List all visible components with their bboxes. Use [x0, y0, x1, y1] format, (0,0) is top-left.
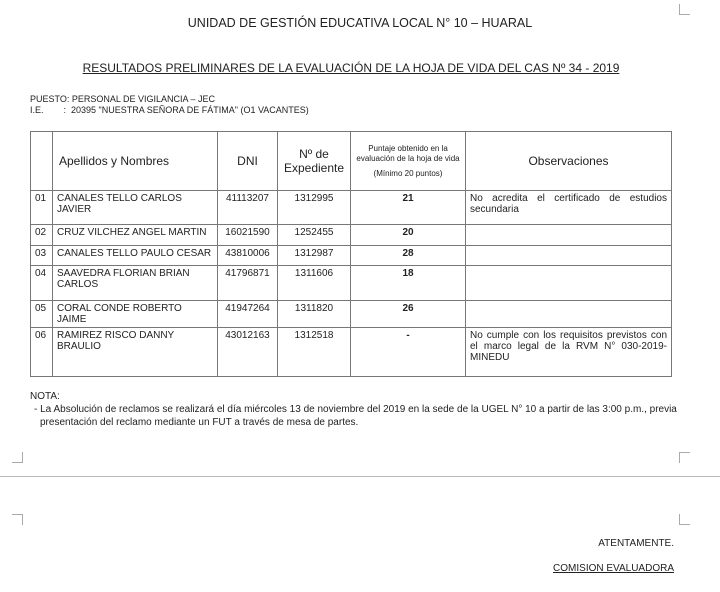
row-score: 26 [351, 301, 466, 328]
row-number: 01 [31, 191, 53, 225]
table-row [31, 225, 672, 246]
row-observation: No cumple con los requisitos previstos con el marco legal de la RVM N° 030-2019-MINEDU [466, 328, 672, 377]
table-row [31, 191, 672, 225]
committee: COMISION EVALUADORA [553, 563, 674, 574]
table-header [31, 132, 672, 191]
row-dni: 41947264 [218, 301, 278, 328]
page-corner-mark [679, 4, 690, 15]
table-row [31, 328, 672, 377]
header-observations: Observaciones [466, 132, 672, 191]
table-row [31, 246, 672, 266]
row-expediente: 1311606 [278, 266, 351, 301]
row-number: 06 [31, 328, 53, 377]
page-corner-mark [679, 452, 690, 463]
row-number: 04 [31, 266, 53, 301]
institution-title: UNIDAD DE GESTIÓN EDUCATIVA LOCAL N° 10 – HUARAL [187, 16, 533, 30]
header-expediente: Nº de Expediente [278, 132, 351, 191]
row-name: CORAL CONDE ROBERTO JAIME [53, 301, 218, 328]
row-score: - [351, 328, 466, 377]
row-observation [466, 225, 672, 246]
row-name: CRUZ VILCHEZ ANGEL MARTIN [53, 225, 218, 246]
row-expediente: 1312518 [278, 328, 351, 377]
row-dni: 41796871 [218, 266, 278, 301]
page-corner-mark [679, 514, 690, 525]
row-dni: 43012163 [218, 328, 278, 377]
row-dni: 16021590 [218, 225, 278, 246]
row-dni: 41113207 [218, 191, 278, 225]
score-label: Puntaje obtenido en la evaluación de la hoja de vida [356, 143, 460, 163]
row-score: 18 [351, 266, 466, 301]
row-score: 28 [351, 246, 466, 266]
puesto: PUESTO: PERSONAL DE VIGILANCIA – JEC [30, 94, 216, 104]
row-score: 20 [351, 225, 466, 246]
note-label: NOTA: [30, 391, 60, 402]
row-observation: No acredita el certificado de estudios secundaria [466, 191, 672, 225]
note [30, 390, 690, 429]
row-dni: 43810006 [218, 246, 278, 266]
row-observation [466, 246, 672, 266]
table-row [31, 301, 672, 328]
table-row [31, 266, 672, 301]
page-corner-mark [12, 452, 23, 463]
row-observation [466, 301, 672, 328]
row-expediente: 1311820 [278, 301, 351, 328]
row-name: SAAVEDRA FLORIAN BRIAN CARLOS [53, 266, 218, 301]
regards: ATENTAMENTE. [598, 538, 674, 549]
row-name: CANALES TELLO PAULO CESAR [53, 246, 218, 266]
note-text: - La Absolución de reclamos se realizará el día miércoles 13 de noviembre del 2019 en la sede de la UGEL N° 10 a partir de las 3:00 p.m., previa presentación del reclamo mediante un FUT a través de mesa de partes. [34, 404, 677, 428]
row-expediente: 1312995 [278, 191, 351, 225]
row-expediente: 1312987 [278, 246, 351, 266]
header-dni: DNI [218, 132, 278, 191]
row-name: RAMIREZ RISCO DANNY BRAULIO [53, 328, 218, 377]
row-number: 05 [31, 301, 53, 328]
page-break [0, 476, 720, 477]
header-score [351, 132, 466, 191]
page-corner-mark [12, 514, 23, 525]
row-name: CANALES TELLO CARLOS JAVIER [53, 191, 218, 225]
score-min: (Mínimo 20 puntos) [373, 168, 443, 178]
results-table [30, 131, 672, 377]
row-number: 02 [31, 225, 53, 246]
header-names: Apellidos y Nombres [53, 132, 218, 191]
row-score: 21 [351, 191, 466, 225]
institucion-educativa: I.E. : 20395 "NUESTRA SEÑORA DE FÁTIMA" (O1 VACANTES) [30, 105, 309, 115]
row-number: 03 [31, 246, 53, 266]
document-title: RESULTADOS PRELIMINARES DE LA EVALUACIÓN DE LA HOJA DE VIDA DEL CAS Nº 34 - 2019 [82, 61, 620, 75]
row-expediente: 1252455 [278, 225, 351, 246]
row-observation [466, 266, 672, 301]
